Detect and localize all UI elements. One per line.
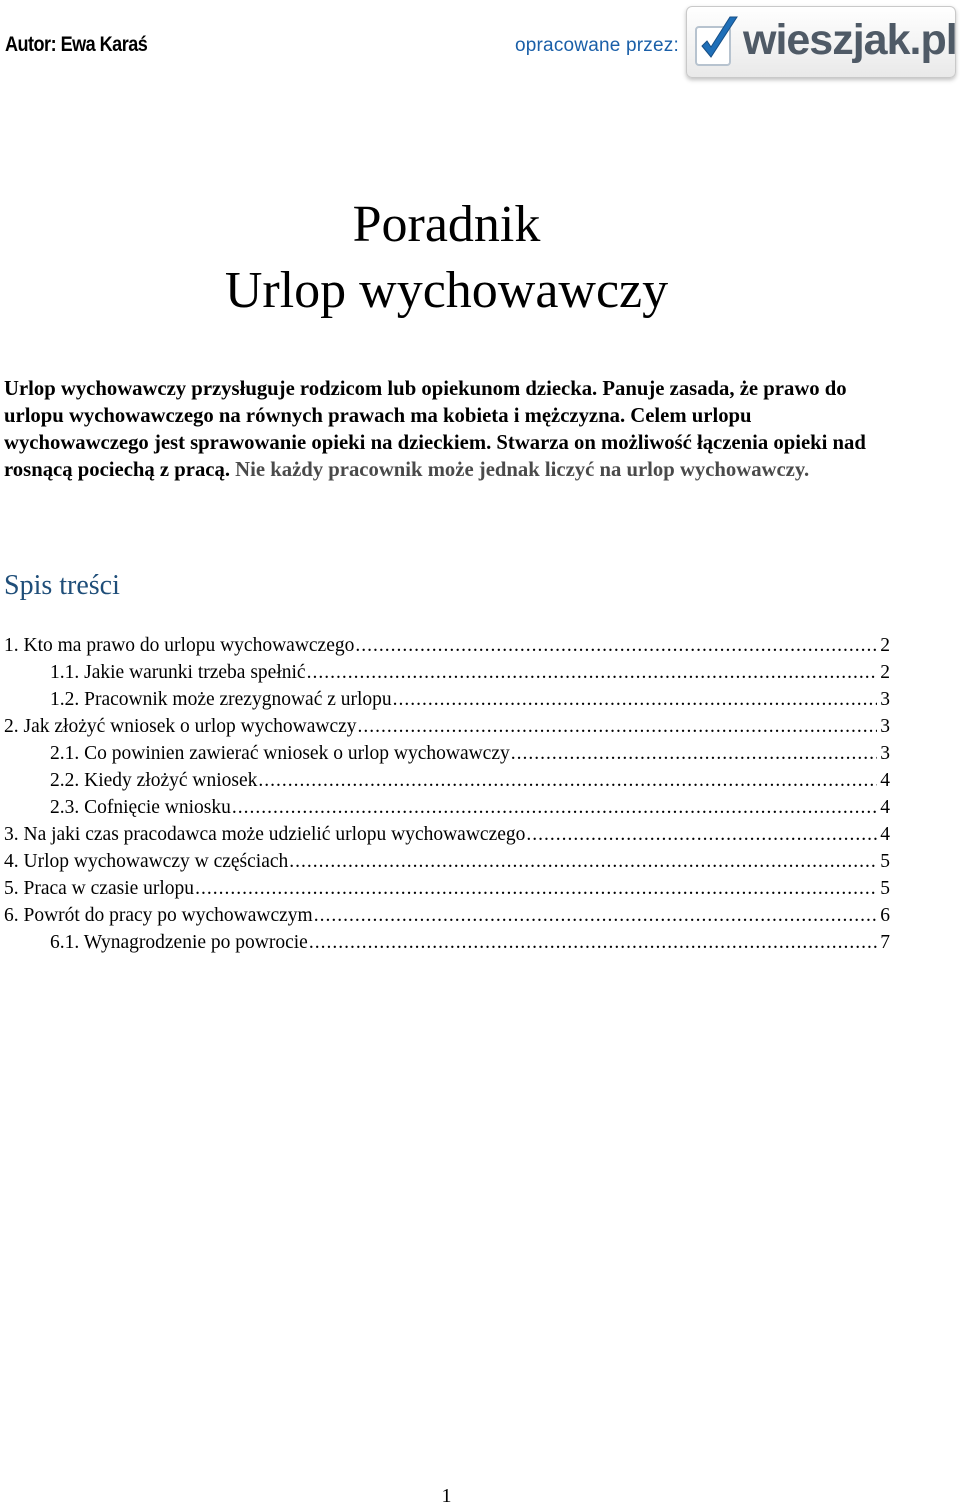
toc-entry-title: 5. Praca w czasie urlopu <box>4 878 195 899</box>
toc-entry-title: 2.1. Co powinien zawierać wniosek o urlop wychowawczy <box>50 743 510 764</box>
toc-entry-title: 1.2. Pracownik może zrezygnować z urlopu <box>50 689 392 710</box>
toc-entry-title: 6.1. Wynagrodzenie po powrocie <box>50 932 308 953</box>
toc-entry[interactable] <box>4 902 890 929</box>
toc-entry-page: 3 <box>880 689 890 710</box>
toc-entry-title: 1.1. Jakie warunki trzeba spełnić <box>50 662 306 683</box>
toc-heading: Spis treści <box>4 570 120 601</box>
toc-entry-page: 6 <box>880 905 890 926</box>
intro-bold-text: Urlop wychowawczy przysługuje rodzicom lub opiekunom dziecka. Panuje zasada, że prawo do urlopu wychowawczego na równych prawach ma kobieta i mężczyzna. Celem urlopu wychowawczego jest sprawowanie opieki na dzieckiem. Stwarza on możliwość łączenia opieki nad rosnącą pociechą z pracą. <box>4 378 866 481</box>
toc-dot-leader <box>232 794 877 821</box>
toc-entry-page: 4 <box>880 824 890 845</box>
toc-entry-title: 1. Kto ma prawo do urlopu wychowawczego <box>4 635 355 656</box>
document-title-line-2: Urlop wychowawczy <box>224 262 669 319</box>
toc-dot-leader <box>393 686 878 713</box>
author-label: Autor: Ewa Karaś <box>5 33 148 56</box>
toc-dot-leader <box>526 821 877 848</box>
toc-dot-leader <box>358 713 878 740</box>
logo-text: wieszjak.pl <box>743 16 957 64</box>
toc-entry-title: 2.2. Kiedy złożyć wniosek <box>50 770 258 791</box>
toc-entry[interactable] <box>4 794 890 821</box>
toc-entry-page: 7 <box>880 932 890 953</box>
checkmark-icon <box>693 13 741 71</box>
intro-paragraph <box>4 376 894 484</box>
toc-entry-title: 3. Na jaki czas pracodawca może udzielić urlopu wychowawczego <box>4 824 526 845</box>
toc-entry[interactable] <box>4 713 890 740</box>
toc-entry-page: 3 <box>880 743 890 764</box>
toc-dot-leader <box>289 848 877 875</box>
toc-entry[interactable] <box>4 821 890 848</box>
wieszjak-logo[interactable] <box>686 6 956 78</box>
toc-dot-leader <box>309 929 877 956</box>
toc-entry[interactable] <box>4 929 890 956</box>
toc-entry-page: 4 <box>880 797 890 818</box>
prepared-by-label: opracowane przez: <box>515 35 679 56</box>
toc-dot-leader <box>195 875 877 902</box>
toc-dot-leader <box>511 740 878 767</box>
document-title-line-1: Poradnik <box>352 196 541 253</box>
toc-dot-leader <box>307 659 878 686</box>
page-number: 1 <box>441 1485 452 1507</box>
toc-entry-title: 6. Powrót do pracy po wychowawczym <box>4 905 313 926</box>
toc-entry-page: 5 <box>880 878 890 899</box>
toc-entry-title: 2.3. Cofnięcie wniosku <box>50 797 231 818</box>
toc-dot-leader <box>355 632 877 659</box>
toc-entry-title: 4. Urlop wychowawczy w częściach <box>4 851 289 872</box>
toc-entry-title: 2. Jak złożyć wniosek o urlop wychowawczy <box>4 716 357 737</box>
toc-entry[interactable] <box>4 767 890 794</box>
toc-entry[interactable] <box>4 848 890 875</box>
toc-entry[interactable] <box>4 740 890 767</box>
toc-entry-page: 5 <box>880 851 890 872</box>
toc-entry-page: 3 <box>880 716 890 737</box>
toc-entry[interactable] <box>4 659 890 686</box>
toc-dot-leader <box>258 767 877 794</box>
toc-entry-page: 2 <box>880 635 890 656</box>
toc-entry-page: 4 <box>880 770 890 791</box>
toc-dot-leader <box>314 902 878 929</box>
toc-entry[interactable] <box>4 875 890 902</box>
toc-entry[interactable] <box>4 686 890 713</box>
intro-regular-text: Nie każdy pracownik może jednak liczyć na urlop wychowawczy. <box>235 459 810 481</box>
toc-entry-page: 2 <box>880 662 890 683</box>
toc-entry[interactable] <box>4 632 890 659</box>
table-of-contents <box>4 632 890 956</box>
